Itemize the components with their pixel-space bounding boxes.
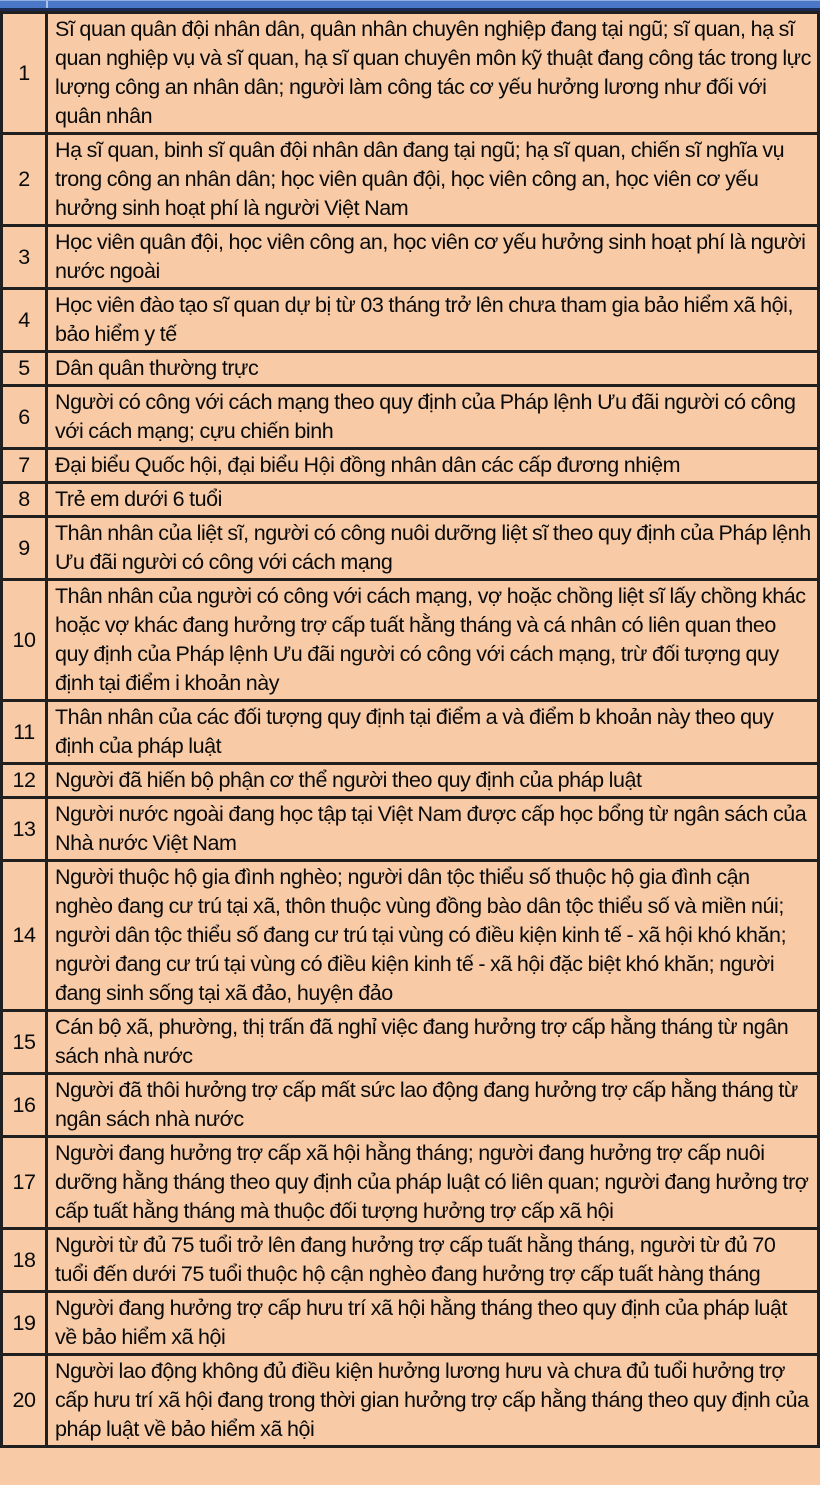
row-text-cell: Người đã thôi hưởng trợ cấp mất sức lao động đang hưởng trợ cấp hằng tháng từ ngân sách nhà nước: [47, 1074, 819, 1137]
beneficiary-table-body: [2, 13, 819, 1447]
row-text-cell: Người thuộc hộ gia đình nghèo; người dân tộc thiểu số thuộc hộ gia đình cận nghèo đang cư trú tại xã, thôn thuộc vùng đồng bào dân tộc thiểu số và miền núi; người dân tộc thiểu số đang cư trú tại vùng có điều kiện kinh tế - xã hội khó khăn; người đang cư trú tại vùng có điều kiện kinh tế - xã hội đặc biệt khó khăn; người đang sinh sống tại xã đảo, huyện đảo: [47, 861, 819, 1011]
row-number-cell: 2: [2, 134, 47, 226]
row-text-cell: Người đang hưởng trợ cấp xã hội hằng tháng; người đang hưởng trợ cấp nuôi dưỡng hằng tháng theo quy định của pháp luật có liên quan; người đang hưởng trợ cấp tuất hằng tháng mà thuộc đối tượng hưởng trợ cấp xã hội: [47, 1137, 819, 1229]
row-number-cell: 5: [2, 352, 47, 386]
row-number-cell: 13: [2, 798, 47, 861]
table-row: [2, 861, 819, 1011]
table-row: [2, 483, 819, 517]
row-text-cell: Người lao động không đủ điều kiện hưởng lương hưu và chưa đủ tuổi hưởng trợ cấp hưu trí xã hội đang trong thời gian hưởng trợ cấp hằng tháng theo quy định của pháp luật về bảo hiểm xã hội: [47, 1355, 819, 1447]
row-number-cell: 20: [2, 1355, 47, 1447]
table-row: [2, 352, 819, 386]
row-number-cell: 16: [2, 1074, 47, 1137]
table-row: [2, 1229, 819, 1292]
row-number-cell: 11: [2, 701, 47, 764]
row-number-cell: 12: [2, 764, 47, 798]
row-number-cell: 4: [2, 289, 47, 352]
header-bar-remnant: [0, 0, 820, 11]
table-row: [2, 798, 819, 861]
row-text-cell: Dân quân thường trực: [47, 352, 819, 386]
table-row: [2, 517, 819, 580]
row-text-cell: Người có công với cách mạng theo quy định của Pháp lệnh Ưu đãi người có công với cách mạng; cựu chiến binh: [47, 386, 819, 449]
table-row: [2, 580, 819, 701]
row-number-cell: 3: [2, 226, 47, 289]
table-row: [2, 1074, 819, 1137]
table-row: [2, 1011, 819, 1074]
table-row: [2, 386, 819, 449]
row-text-cell: Người từ đủ 75 tuổi trở lên đang hưởng trợ cấp tuất hằng tháng, người từ đủ 70 tuổi đến dưới 75 tuổi thuộc hộ cận nghèo đang hưởng trợ cấp tuất hàng tháng: [47, 1229, 819, 1292]
row-text-cell: Hạ sĩ quan, binh sĩ quân đội nhân dân đang tại ngũ; hạ sĩ quan, chiến sĩ nghĩa vụ trong công an nhân dân; học viên quân đội, học viên công an, học viên cơ yếu hưởng sinh hoạt phí là người Việt Nam: [47, 134, 819, 226]
row-number-cell: 19: [2, 1292, 47, 1355]
row-number-cell: 14: [2, 861, 47, 1011]
row-number-cell: 7: [2, 449, 47, 483]
row-text-cell: Cán bộ xã, phường, thị trấn đã nghỉ việc đang hưởng trợ cấp hằng tháng từ ngân sách nhà nước: [47, 1011, 819, 1074]
row-number-cell: 9: [2, 517, 47, 580]
row-text-cell: Học viên quân đội, học viên công an, học viên cơ yếu hưởng sinh hoạt phí là người nước ngoài: [47, 226, 819, 289]
beneficiary-table: [0, 11, 820, 1448]
table-row: [2, 1292, 819, 1355]
row-number-cell: 1: [2, 13, 47, 134]
row-number-cell: 18: [2, 1229, 47, 1292]
row-text-cell: Sĩ quan quân đội nhân dân, quân nhân chuyên nghiệp đang tại ngũ; sĩ quan, hạ sĩ quan nghiệp vụ và sĩ quan, hạ sĩ quan chuyên môn kỹ thuật đang công tác trong lực lượng công an nhân dân; người làm công tác cơ yếu hưởng lương như đối với quân nhân: [47, 13, 819, 134]
row-number-cell: 10: [2, 580, 47, 701]
table-row: [2, 449, 819, 483]
table-row: [2, 289, 819, 352]
row-text-cell: Đại biểu Quốc hội, đại biểu Hội đồng nhân dân các cấp đương nhiệm: [47, 449, 819, 483]
table-row: [2, 13, 819, 134]
row-number-cell: 6: [2, 386, 47, 449]
table-row: [2, 134, 819, 226]
row-number-cell: 8: [2, 483, 47, 517]
table-row: [2, 1137, 819, 1229]
row-text-cell: Người đang hưởng trợ cấp hưu trí xã hội hằng tháng theo quy định của pháp luật về bảo hiểm xã hội: [47, 1292, 819, 1355]
row-text-cell: Học viên đào tạo sĩ quan dự bị từ 03 tháng trở lên chưa tham gia bảo hiểm xã hội, bảo hiểm y tế: [47, 289, 819, 352]
table-row: [2, 226, 819, 289]
row-text-cell: Thân nhân của người có công với cách mạng, vợ hoặc chồng liệt sĩ lấy chồng khác hoặc vợ khác đang hưởng trợ cấp tuất hằng tháng và cá nhân có liên quan theo quy định của Pháp lệnh Ưu đãi người có công với cách mạng, trừ đối tượng quy định tại điểm i khoản này: [47, 580, 819, 701]
table-row: [2, 1355, 819, 1447]
row-text-cell: Trẻ em dưới 6 tuổi: [47, 483, 819, 517]
row-text-cell: Người nước ngoài đang học tập tại Việt Nam được cấp học bổng từ ngân sách của Nhà nước Việt Nam: [47, 798, 819, 861]
row-number-cell: 17: [2, 1137, 47, 1229]
row-text-cell: Người đã hiến bộ phận cơ thể người theo quy định của pháp luật: [47, 764, 819, 798]
row-text-cell: Thân nhân của liệt sĩ, người có công nuôi dưỡng liệt sĩ theo quy định của Pháp lệnh Ưu đãi người có công với cách mạng: [47, 517, 819, 580]
header-column-divider: [46, 1, 48, 8]
table-row: [2, 701, 819, 764]
table-row: [2, 764, 819, 798]
row-text-cell: Thân nhân của các đối tượng quy định tại điểm a và điểm b khoản này theo quy định của pháp luật: [47, 701, 819, 764]
row-number-cell: 15: [2, 1011, 47, 1074]
